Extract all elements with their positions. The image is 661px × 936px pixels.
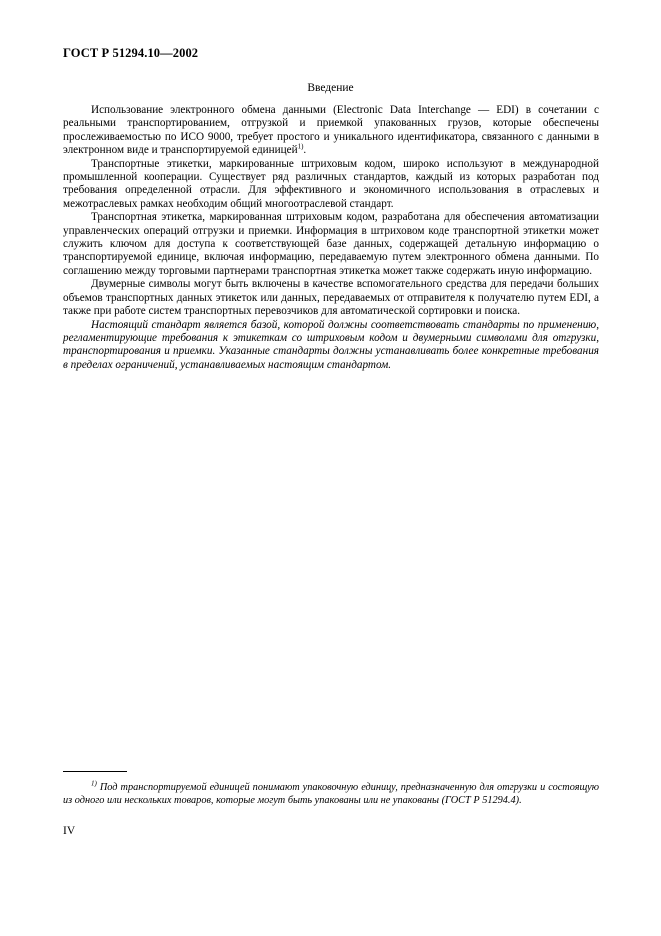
paragraph-1-tail: . [303, 144, 307, 157]
paragraph-1-text: Использование электронного обмена данными (Electronic Data Interchange — EDI) в сочетании с реальными транспортированием, отгрузкой и приемкой упакованных грузов, которые обеспечены прослеживаемостью по ИСО 9000, требует простого и уникального идентификатора, связанного с данными в электронном виде и транспортируемой единицей [63, 104, 599, 157]
section-title: Введение [307, 82, 354, 94]
footnote-marker: 1) [91, 779, 97, 788]
paragraph-3: Транспортная этикетка, маркированная штриховым кодом, разработана для обеспечения автоматизации управленческих операций отгрузки и приемки. Информация в штриховом коде транспортной этикетки может служить ключом для доступа к соответствующей базе данных, содержащей детальную информацию о транспортируемой единице, включая информацию, передаваемую путем электронного обмена данными. По соглашению между торговыми партнерами транспортная этикетка может также содержать иную информацию. [63, 211, 599, 277]
page-number: IV [63, 825, 76, 837]
paragraph-1 [63, 104, 599, 158]
document-header: ГОСТ Р 51294.10—2002 [63, 46, 199, 60]
footnote-text: Под транспортируемой единицей понимают упаковочную единицу, предназначенную для отгрузки и состоящую из одного или нескольких товаров, которые могут быть упакованы или не упакованы (ГОСТ Р 51294.4). [63, 782, 599, 807]
footnote [63, 781, 599, 807]
paragraph-5: Настоящий стандарт является базой, которой должны соответствовать стандарты по применению, регламентирующие требования к этикеткам со штриховым кодом и двумерными символами для отгрузки, транспортирования и приемки. Указанные стандарты должны устанавливать более конкретные требования в пределах ограничений, устанавливаемых настоящим стандартом. [63, 318, 599, 371]
paragraph-2: Транспортные этикетки, маркированные штриховым кодом, широко используют в международной промышленной кооперации. Существует ряд различных стандартов, каждый из которых разработан под требования определенной отрасли. Для эффективного и экономичного использования в отраслевых и межотраслевых рамках необходим общий многоотраслевой стандарт. [63, 157, 599, 210]
footnote-ref: 1) [297, 142, 304, 151]
paragraph-4: Двумерные символы могут быть включены в качестве вспомогательного средства для передачи больших объемов транспортных данных этикеток или данных, передаваемых от отправителя к получателю путем EDI, а также при работе систем транспортных перевозчиков для автоматической сортировки и поиска. [63, 278, 599, 318]
body-text [63, 104, 599, 372]
footnote-divider [63, 771, 127, 772]
